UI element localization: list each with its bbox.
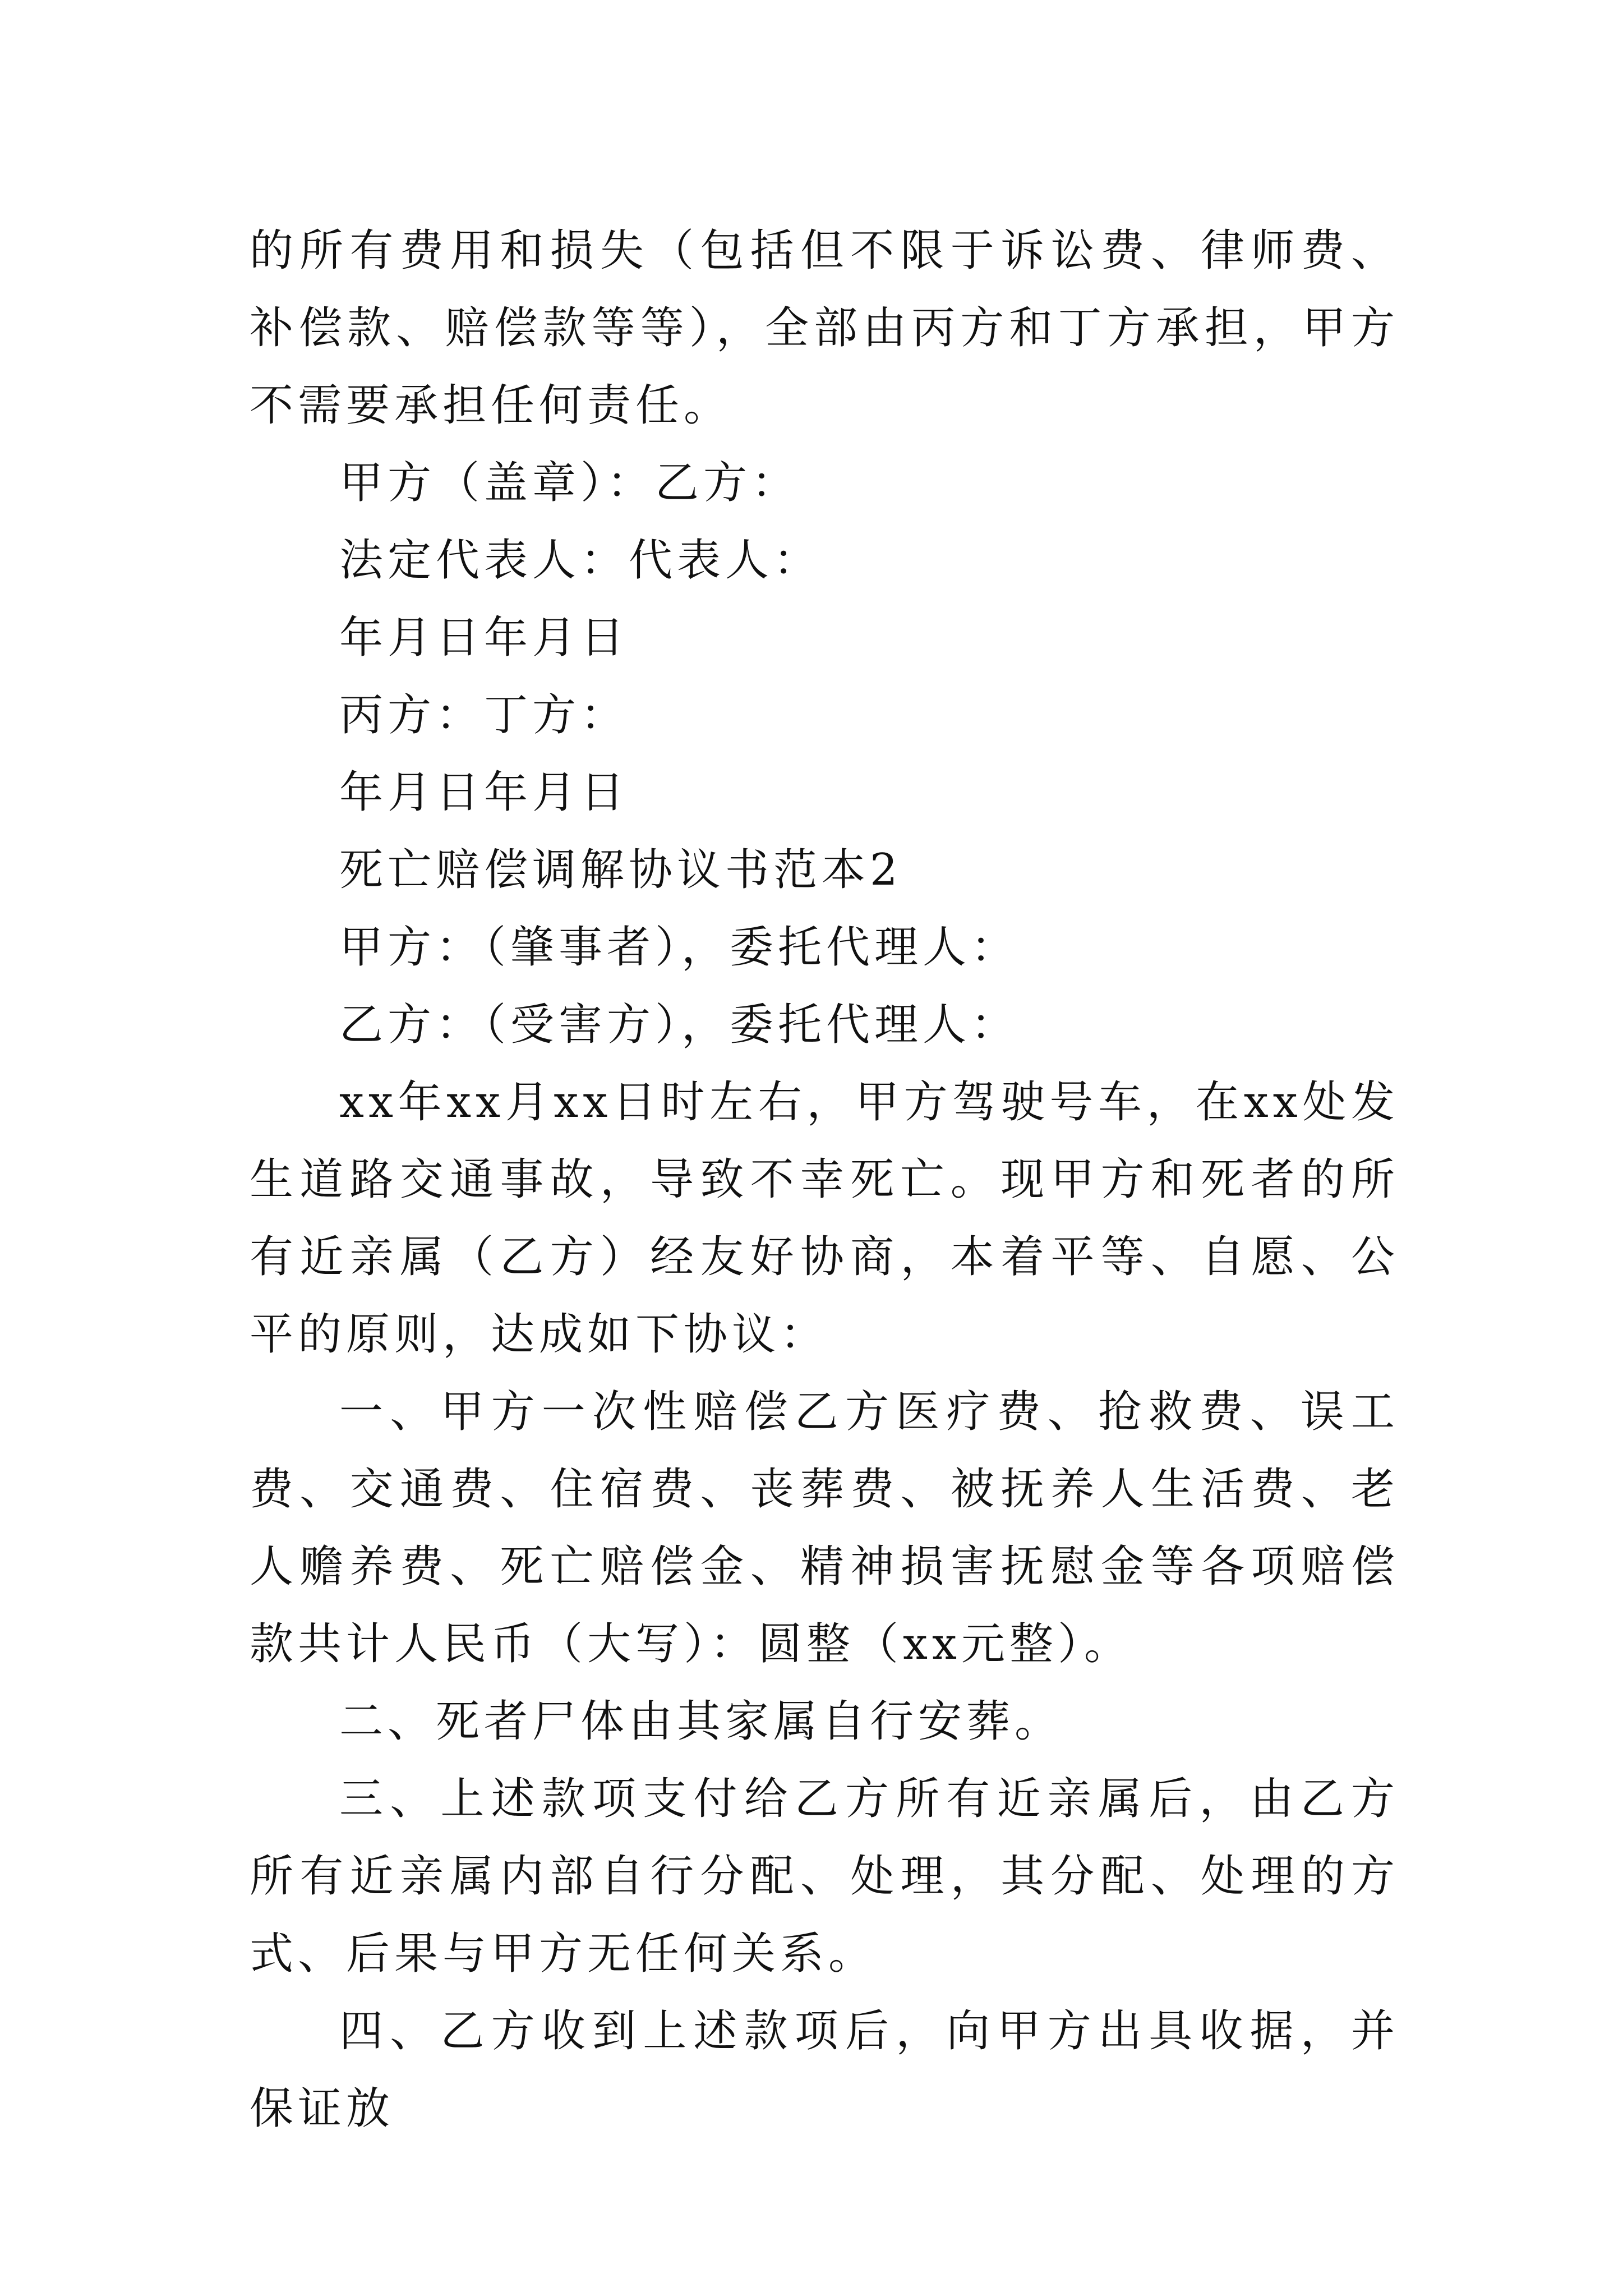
clause-1-compensation: 一、甲方一次性赔偿乙方医疗费、抢救费、误工费、交通费、住宿费、丧葬费、被抚养人生活费、老人赡养费、死亡赔偿金、精神损害抚慰金等各项赔偿款共计人民币（大写）：圆整（xx元整）。	[250, 1387, 1399, 1669]
clause-4-receipt: 四、乙方收到上述款项后，向甲方出具收据，并保证放	[250, 2006, 1399, 2134]
date-line-1: 年月日年月日	[339, 613, 629, 663]
paragraph-liability-continuation: 的所有费用和损失（包括但不限于诉讼费、律师费、补偿款、赔偿款等等），全部由丙方和丁方承担，甲方不需要承担任何责任。	[250, 226, 1399, 431]
party-a-line: 甲方：（肇事者），委托代理人：	[339, 922, 1020, 973]
signature-line-representatives: 法定代表人：代表人：	[339, 535, 822, 586]
paragraph-accident-description: xx年xx月xx日时左右，甲方驾驶号车，在xx处发生道路交通事故，导致不幸死亡。现甲方和死者的所有近亲属（乙方）经友好协商，本着平等、自愿、公平的原则，达成如下协议：	[250, 1077, 1399, 1360]
signature-line-party-c-d: 丙方：丁方：	[339, 690, 629, 740]
date-line-2: 年月日年月日	[339, 767, 629, 818]
document-body	[250, 212, 1399, 2147]
sample-title: 死亡赔偿调解协议书范本2	[339, 845, 902, 895]
signature-line-party-a-b: 甲方（盖章）：乙方：	[339, 458, 800, 508]
party-b-line: 乙方：（受害方），委托代理人：	[339, 1000, 1020, 1050]
clause-2-burial: 二、死者尸体由其家属自行安葬。	[339, 1696, 1063, 1747]
clause-3-distribution: 三、上述款项支付给乙方所有近亲属后，由乙方所有近亲属内部自行分配、处理，其分配、处理的方式、后果与甲方无任何关系。	[250, 1774, 1399, 1979]
